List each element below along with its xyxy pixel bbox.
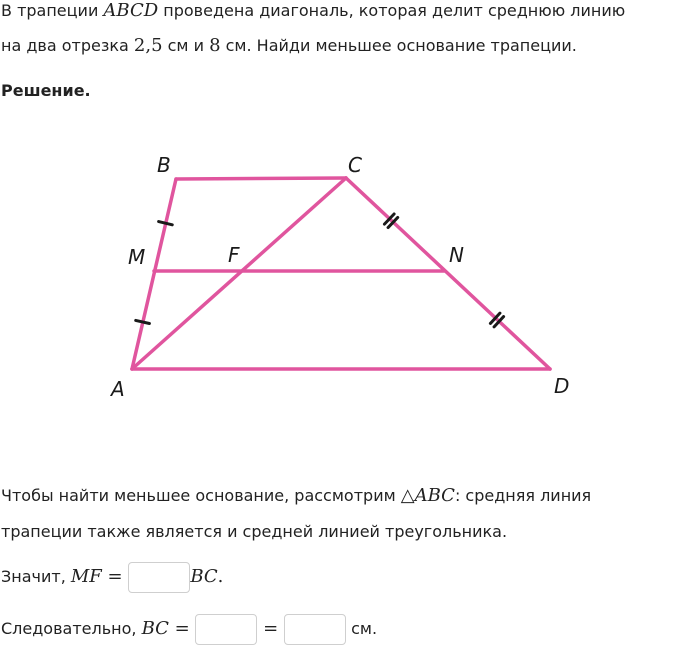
- side-cd: [346, 178, 550, 369]
- line-mf: [1, 559, 223, 595]
- diagonal-ac: [132, 178, 346, 369]
- base-bc: [176, 178, 346, 179]
- bc-answer-input-2[interactable]: [284, 614, 346, 645]
- tick-ma: [136, 320, 150, 323]
- label-d: D: [554, 374, 570, 398]
- mf-prefix: Значит,: [1, 567, 71, 586]
- problem-text: проведена диагональ, которая делит среднюю линию: [158, 1, 626, 20]
- label-c: C: [348, 153, 362, 177]
- trapezoid-figure: [100, 140, 580, 410]
- equals-sign: =: [168, 618, 196, 639]
- unit-cm: см.: [345, 619, 378, 638]
- problem-text: см и: [162, 36, 210, 55]
- bc-prefix: Следовательно,: [1, 619, 142, 638]
- equals-sign: =: [257, 618, 284, 639]
- label-n: N: [449, 243, 464, 267]
- problem-text: на два отрезка: [1, 36, 134, 55]
- solution-heading: Решение.: [1, 81, 91, 100]
- solution-text-1: [1, 478, 591, 514]
- math-value-2: 8: [209, 35, 221, 56]
- bc-answer-input-1[interactable]: [195, 614, 257, 645]
- math-bc: BC: [190, 566, 218, 587]
- solution-text: Чтобы найти меньшее основание, рассмотрим: [1, 486, 401, 505]
- period: .: [217, 566, 224, 587]
- figure-labels: [109, 153, 569, 401]
- label-a: A: [111, 377, 125, 401]
- math-abcd: ABCD: [103, 0, 159, 21]
- line-bc: [1, 611, 377, 647]
- problem-text: см. Найди меньшее основание трапеции.: [220, 36, 577, 55]
- solution-text-2: трапеции также является и средней линией треугольника.: [1, 522, 508, 541]
- math-bc: BC: [141, 618, 169, 639]
- problem-text: В трапеции: [1, 1, 104, 20]
- mf-answer-input[interactable]: [128, 562, 190, 593]
- problem-line-1: [1, 0, 625, 29]
- math-value-1: 2,5: [133, 35, 163, 56]
- label-f: F: [228, 243, 240, 267]
- figure-lines: [132, 178, 550, 369]
- equals-sign: =: [101, 566, 129, 587]
- triangle-symbol: △: [400, 485, 415, 506]
- label-b: B: [157, 153, 171, 177]
- side-ab: [132, 179, 176, 369]
- problem-line-2: [1, 28, 577, 64]
- math-abc: ABC: [414, 485, 455, 506]
- math-mf: MF: [70, 566, 102, 587]
- tick-bm: [159, 222, 173, 225]
- label-m: M: [128, 245, 146, 269]
- solution-text: : средняя линия: [454, 486, 592, 505]
